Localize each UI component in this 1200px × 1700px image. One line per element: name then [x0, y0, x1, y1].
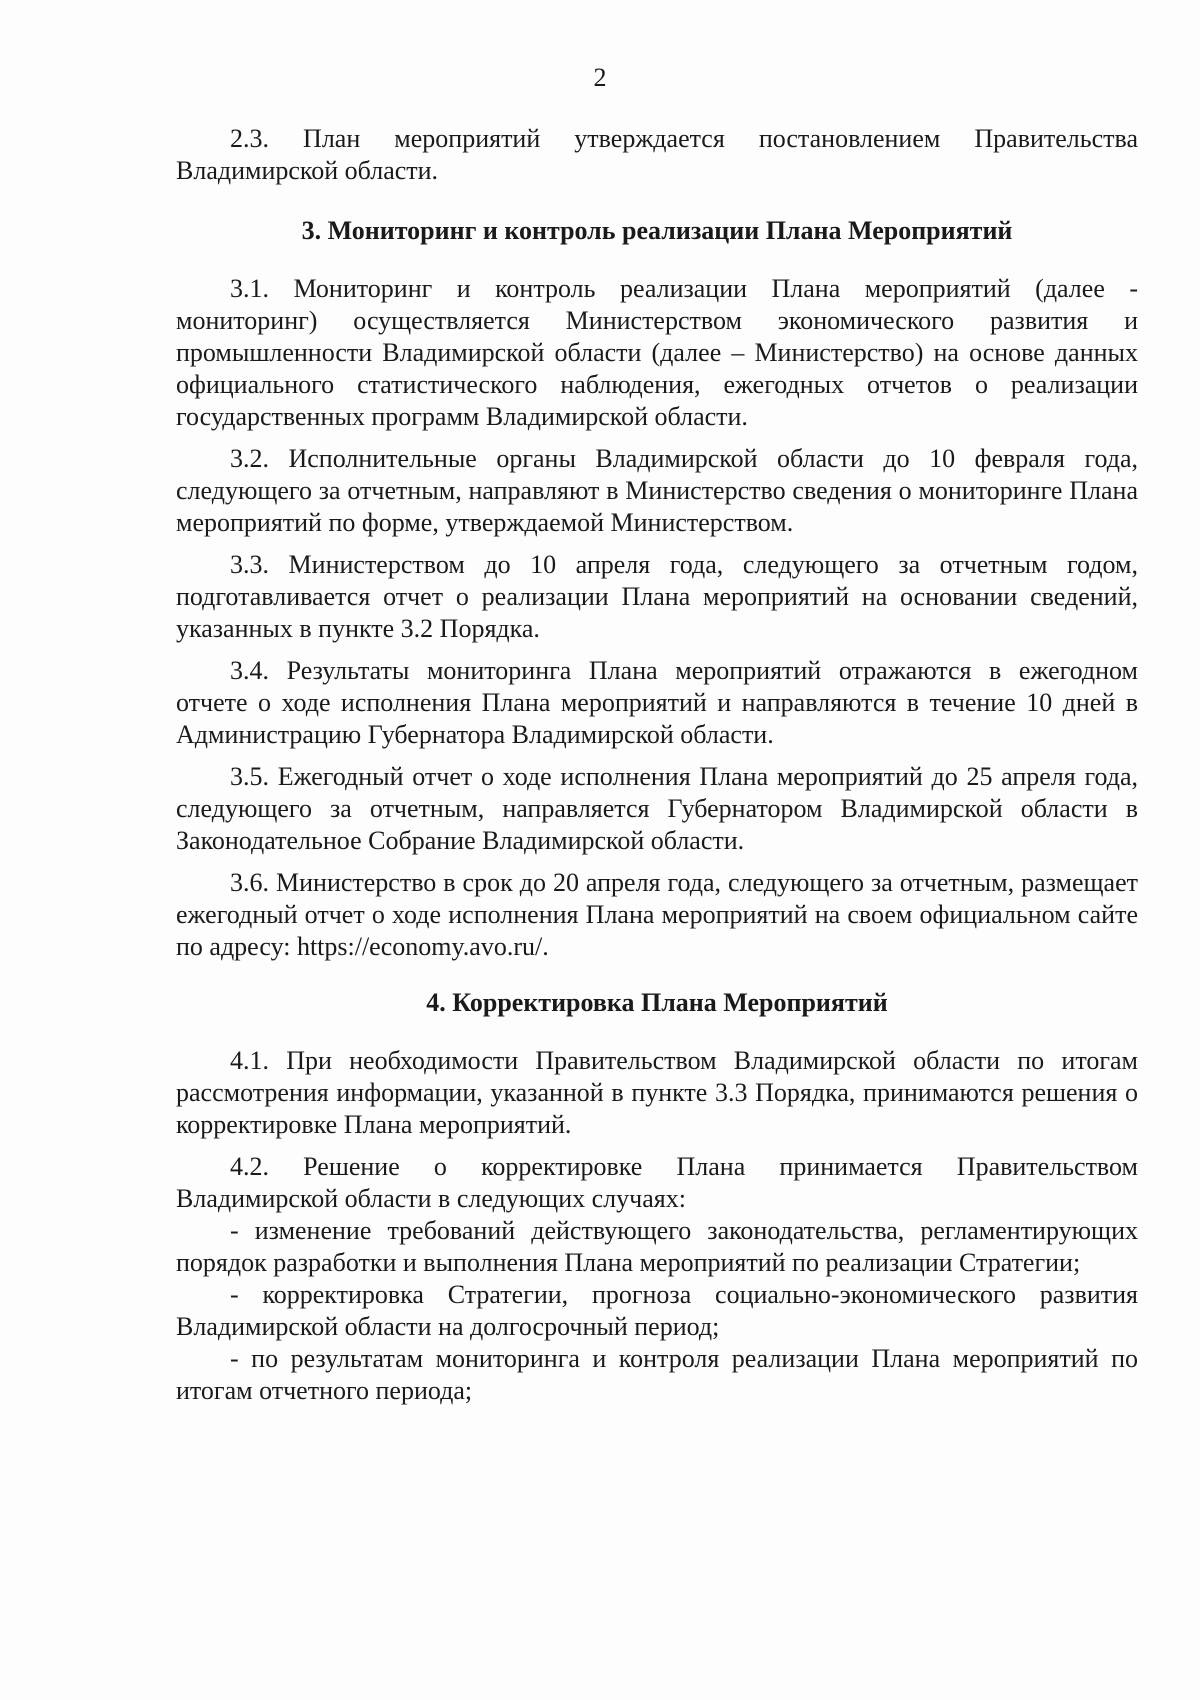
paragraph-3-6: 3.6. Министерство в срок до 20 апреля года, следующего за отчетным, размещает ежегодный отчет о ходе исполнения Плана мероприятий на своем официальном сайте по адресу: https://economy.avo.ru/.: [176, 868, 1138, 961]
paragraph-3-2: 3.2. Исполнительные органы Владимирской области до 10 февраля года, следующего за отчетным, направляют в Министерство сведения о мониторинге Плана мероприятий по форме, утверждаемой Министерством.: [176, 444, 1138, 537]
paragraph-3-1: 3.1. Мониторинг и контроль реализации Плана мероприятий (далее - мониторинг) осуществляется Министерством экономического развития и промышленности Владимирской области (далее – Министерство) на основе данных официального статистического наблюдения, ежегодных отчетов о реализации государственных программ Владимирской области.: [176, 274, 1138, 431]
list-item-2: - корректировка Стратегии, прогноза социально-экономического развития Владимирской области на долгосрочный период;: [176, 1280, 1138, 1341]
paragraph-2-3: 2.3. План мероприятий утверждается постановлением Правительства Владимирской области.: [176, 124, 1138, 185]
list-item-1: - изменение требований действующего законодательства, регламентирующих порядок разработки и выполнения Плана мероприятий по реализации Стратегии;: [176, 1216, 1138, 1277]
paragraph-4-1: 4.1. При необходимости Правительством Владимирской области по итогам рассмотрения информации, указанной в пункте 3.3 Порядка, принимаются решения о корректировке Плана мероприятий.: [176, 1046, 1138, 1139]
page-number: 2: [593, 63, 607, 92]
paragraph-4-2: 4.2. Решение о корректировке Плана принимается Правительством Владимирской области в следующих случаях:: [176, 1152, 1138, 1213]
document-body: [176, 123, 1138, 1407]
section-heading-4: 4. Корректировка Плана Мероприятий: [426, 988, 888, 1017]
paragraph-3-5: 3.5. Ежегодный отчет о ходе исполнения Плана мероприятий до 25 апреля года, следующего за отчетным, направляется Губернатором Владимирской области в Законодательное Собрание Владимирской области.: [176, 762, 1138, 855]
paragraph-3-4: 3.4. Результаты мониторинга Плана мероприятий отражаются в ежегодном отчете о ходе исполнения Плана мероприятий и направляются в течение 10 дней в Администрацию Губернатора Владимирской области.: [176, 656, 1138, 749]
list-item-3: - по результатам мониторинга и контроля реализации Плана мероприятий по итогам отчетного периода;: [176, 1344, 1138, 1405]
section-heading-3: 3. Мониторинг и контроль реализации Плана Мероприятий: [301, 216, 1013, 245]
paragraph-3-3: 3.3. Министерством до 10 апреля года, следующего за отчетным годом, подготавливается отчет о реализации Плана мероприятий на основании сведений, указанных в пункте 3.2 Порядка.: [176, 550, 1138, 643]
